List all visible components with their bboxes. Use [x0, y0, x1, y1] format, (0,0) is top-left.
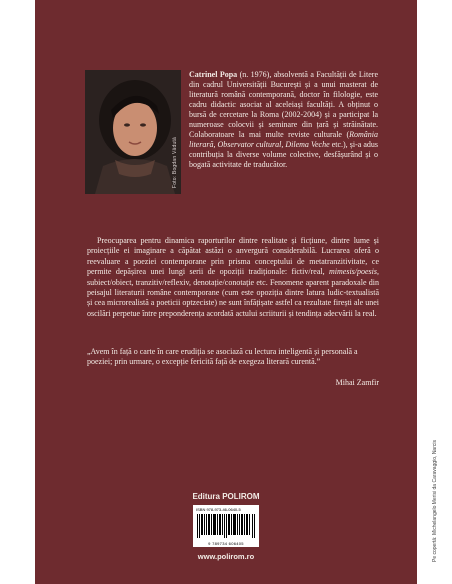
publisher-name: Editura POLIROM — [192, 492, 260, 501]
description-part2: , subiect/obiect, tranzitiv/reflexiv, denotație/conotație etc. Fenomene aparent paradoxale din peisajul literaturii române contemporane (cum este opoziția dintre latura ludic-textualistă și cea microrealistă a poeticii optzeciste) ne sunt înfățișate astfel ca rezultate firești ale unei oscilări perpetue între preponderența acordată actului scriiturii și tendința adecvării la real. — [87, 267, 379, 318]
book-description — [87, 236, 379, 319]
bio-journals: România literară, Observator cultural, Dilema Veche — [189, 130, 378, 149]
photo-credit: Foto: Bogdan Vădută — [172, 136, 178, 188]
barcode-digits: 9 789734 606405 — [208, 541, 244, 546]
author-portrait-image — [85, 70, 181, 194]
back-cover — [35, 0, 417, 584]
cover-credit: Pe copertă: Michelangelo Merisi da Caravaggio, Narcis — [432, 440, 438, 563]
barcode-panel — [193, 505, 259, 547]
description-italic: mimesis/poesis — [329, 267, 377, 277]
author-photo — [85, 70, 181, 194]
publisher-website: www.polirom.ro — [197, 552, 255, 561]
isbn-label: ISBN 978-973-46-0640-5 — [196, 507, 241, 512]
author-bio — [189, 70, 378, 170]
barcode-icon — [197, 514, 255, 538]
description-part1: Preocuparea pentru dinamica raporturilor dintre realitate și ficțiune, dintre lume și proiecțiile ei imaginare a căpătat astăzi o anvergură considerabilă. Lucrarea oferă o reevaluare a poeziei contemporane prin prisma conceptului de metatranzitivitate, ce permite depășirea unei lungi serii de opoziții tradiționale: fictiv/real, — [87, 236, 379, 277]
review-quote: „Avem în față o carte în care erudiția se asociază cu lectura inteligentă și personală a poeziei; prin urmare, o excepție fericită față de exegeza literară curentă.” — [87, 347, 358, 367]
author-name: Catrinel Popa — [189, 70, 238, 79]
bio-text: (n. 1976), absolventă a Facultății de Litere din cadrul Universității București și a unui masterat de literatură română contemporană, doctor în filologie, este cadru didactic asociat al aceleiași facultăți. A obținut o bursă de cercetare la Roma (2002-2004) și a participat la numeroase colocvii și seminare din țară și străinătate. Colaboratoare la mai multe reviste culturale ( — [189, 70, 378, 139]
quote-author: Mihai Zamfir — [335, 378, 379, 387]
bio-text-end: etc.), și-a adus contribuția la diverse volume colective, desfășurând și o bogată activitate de traducător. — [189, 140, 379, 169]
